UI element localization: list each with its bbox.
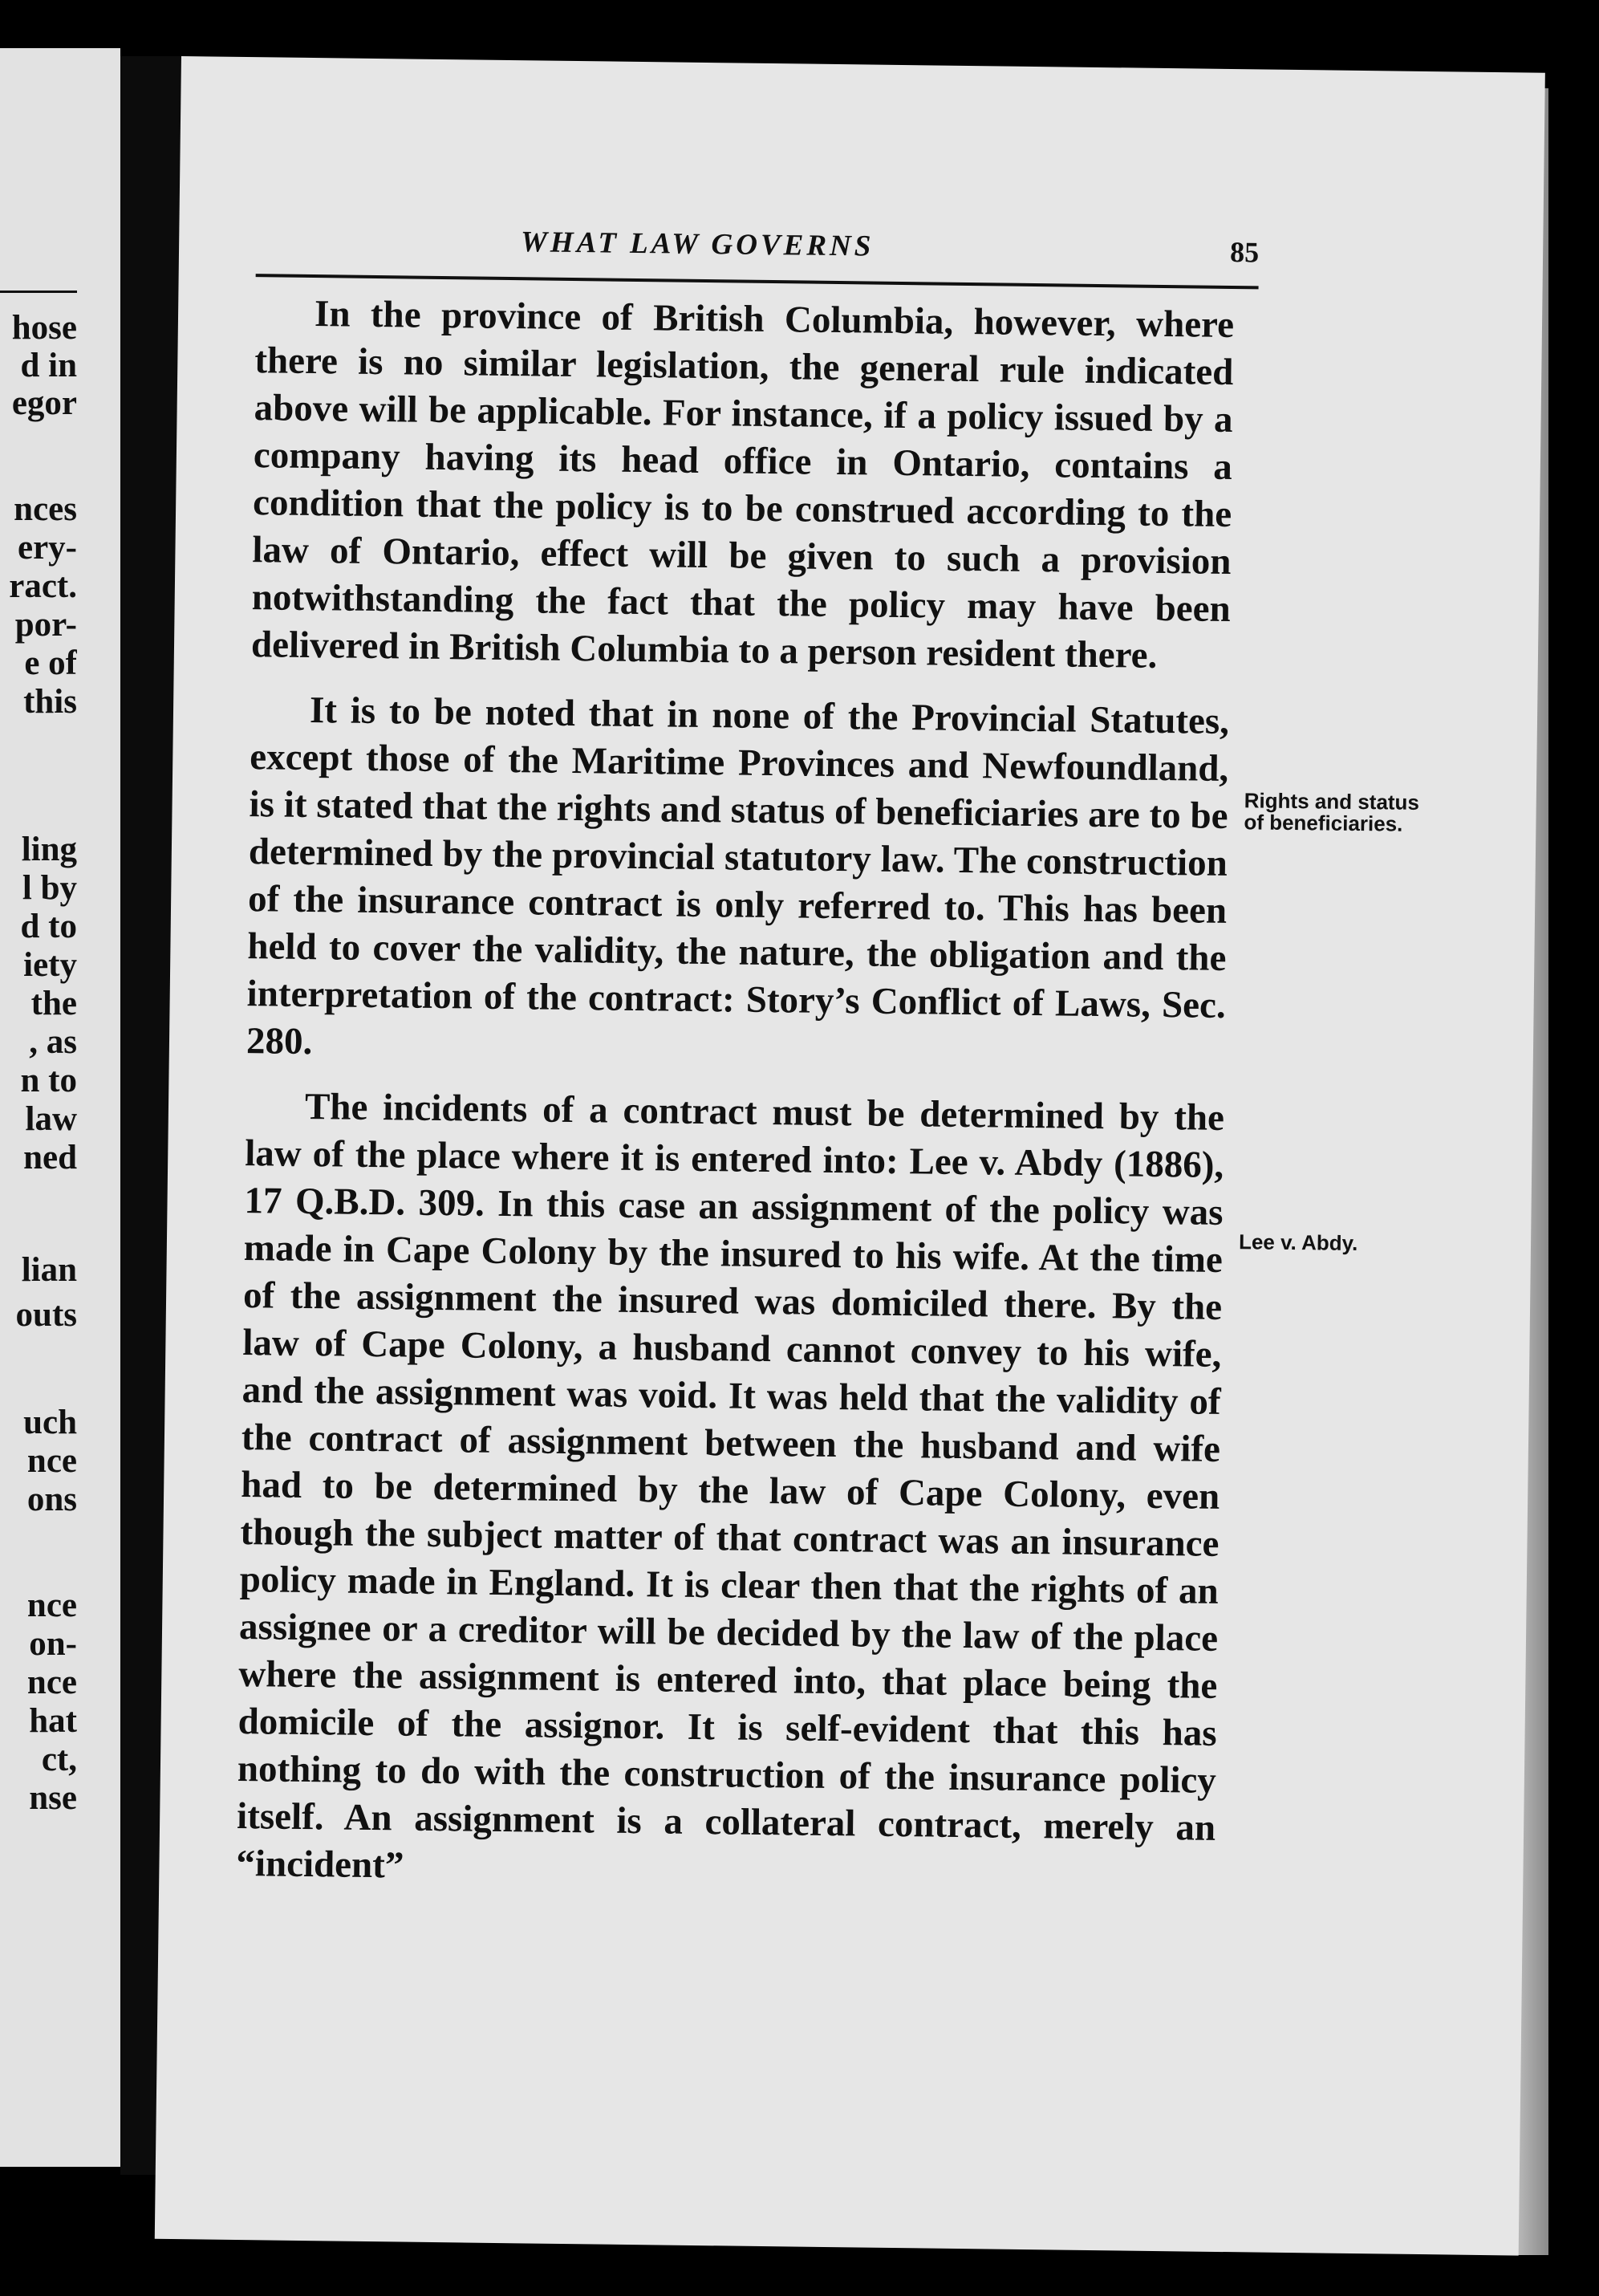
- left-page-fragment: nce: [26, 1664, 77, 1701]
- left-page-fragment: ct,: [41, 1741, 77, 1778]
- left-page-fragment: nces: [14, 491, 77, 528]
- paragraph: It is to be noted that in none of the Provincial Statutes, except those of the Maritime Provinces and Newfoundland, is it stated that the rights and status of beneficiaries are to be determined by the provincial statutory law. The construction of the insurance contract is only referred to. This has been held to cover the validity, the nature, the obligation and the interpretation of the contract: Story’s Conflict of Laws, Sec. 280.: [246, 689, 1230, 1063]
- left-page-fragment: lian: [21, 1252, 77, 1289]
- left-page-fragment: ling: [21, 831, 77, 868]
- left-page-fragment: egor: [11, 385, 77, 422]
- page-number: 85: [1229, 235, 1260, 269]
- left-page-fragment: the: [30, 985, 77, 1022]
- left-page-fragment: ons: [26, 1481, 77, 1518]
- left-page-fragment: outs: [15, 1297, 77, 1334]
- margin-note: Rights and status of beneficiaries.: [1244, 788, 1420, 836]
- left-page-fragment: this: [23, 684, 77, 721]
- paragraph: The incidents of a contract must be determined by the law of the place where it is entered into: Lee v. Abdy (1886), 17 Q.B.D. 309. In this case an assignment of the policy was made in Cape Colony by the insured to his wife. At the time of the assignment the insured was domiciled there. By the law of Cape Colony, a husband cannot convey to his wife, and the assignment was void. It was held that the validity of the contract of assignment between the husband and wife had to be determined by the law of Cape Colony, even though the subject matter of that contract was an insurance policy made in England. It is clear then that the rights of an assignee or a creditor will be decided by the law of the place where the assignment is entered into, that place being the domicile of the assignor. It is self-evident that this has nothing to do with the construction of the insurance policy itself. An assignment is a collateral contract, merely an “incident”: [236, 1085, 1225, 1887]
- page-header: [256, 221, 1260, 282]
- left-page-fragment: on-: [29, 1626, 77, 1663]
- left-page-fragment: iety: [23, 947, 77, 984]
- left-page-fragment: , as: [29, 1024, 77, 1061]
- left-page-fragment: d to: [20, 908, 77, 945]
- left-page-fragment: ned: [23, 1140, 77, 1176]
- left-page-fragment: por-: [14, 607, 77, 644]
- left-page-fragment: l by: [22, 870, 77, 907]
- page-body: [236, 290, 1235, 1917]
- left-page-fragment: ery-: [18, 530, 77, 567]
- left-page: [0, 48, 120, 2167]
- left-page-fragment: nce: [26, 1443, 77, 1480]
- left-page-fragment: law: [25, 1101, 77, 1138]
- right-page: [155, 56, 1545, 2256]
- left-page-fragment: nse: [29, 1780, 77, 1817]
- left-page-fragment: n to: [20, 1063, 77, 1099]
- left-page-fragment: nce: [26, 1587, 77, 1624]
- running-head: WHAT LAW GOVERNS: [520, 226, 875, 263]
- left-page-fragment: uch: [23, 1404, 77, 1441]
- margin-note: Lee v. Abdy.: [1238, 1229, 1358, 1256]
- paragraph: In the province of British Columbia, however, where there is no similar legislation, the general rule indicated above will be applicable. For instance, if a policy issued by a company having its head office in Ontario, contains a condition that the policy is to be construed according to the law of Ontario, effect will be given to such a provision notwithstanding the fact that the policy may have been delivered in British Columbia to a person resident there.: [250, 293, 1235, 677]
- left-page-fragment: hose: [11, 310, 77, 347]
- left-page-rule: [0, 291, 77, 293]
- left-page-fragment: d in: [20, 347, 77, 384]
- left-page-fragment: hat: [29, 1703, 77, 1740]
- left-page-fragment: e of: [24, 645, 77, 682]
- left-page-fragment: ract.: [9, 568, 77, 605]
